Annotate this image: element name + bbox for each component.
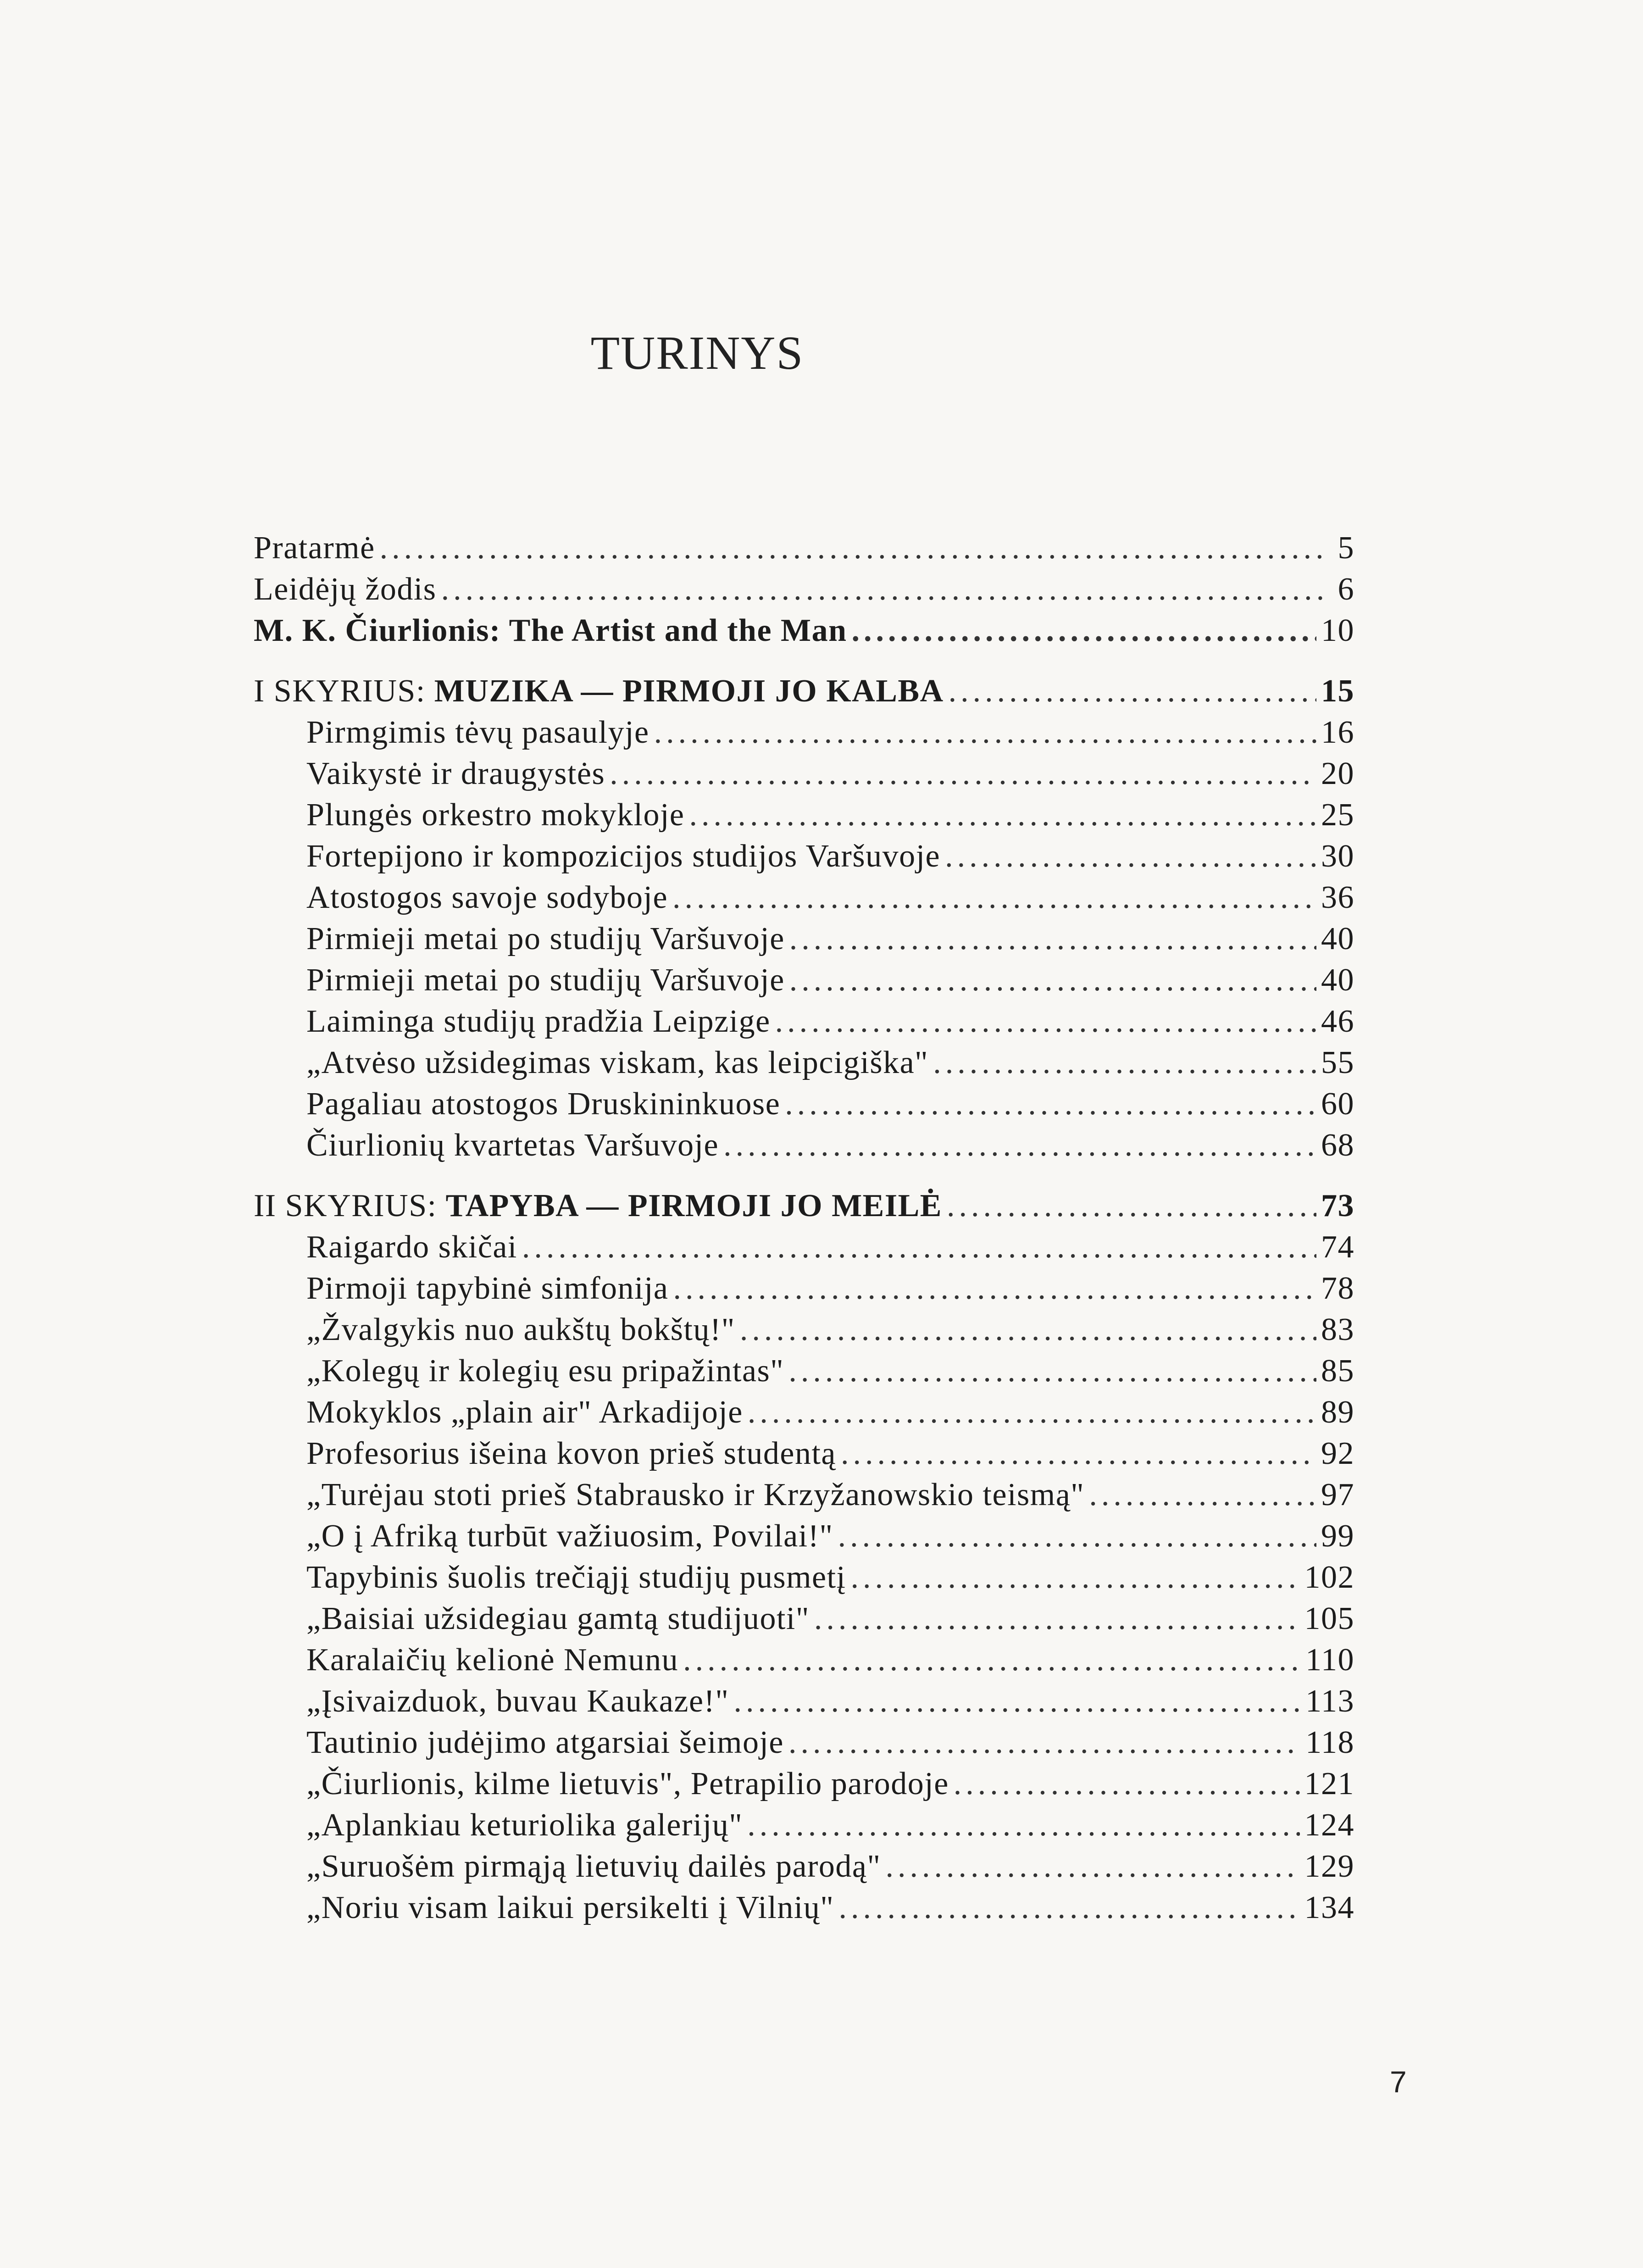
toc-page-number: 129: [1304, 1849, 1354, 1884]
dot-leader: [683, 1640, 1301, 1681]
dot-leader: [654, 712, 1316, 753]
page-number: 7: [1390, 2065, 1407, 2099]
toc-entry-label: Pirmoji tapybinė simfonija: [306, 1271, 669, 1306]
dot-leader: [841, 1433, 1316, 1474]
toc-page-number: 97: [1321, 1477, 1354, 1512]
toc-entry-label: Vaikystė ir draugystės: [306, 756, 605, 791]
toc-page-number: 25: [1321, 797, 1354, 833]
dot-leader: [814, 1598, 1300, 1640]
dot-leader: [748, 1392, 1316, 1433]
dot-leader: [672, 877, 1316, 918]
toc-page-number: 134: [1304, 1890, 1354, 1925]
toc-page-number: 55: [1321, 1045, 1354, 1080]
toc-page-number: 16: [1321, 715, 1354, 750]
dot-leader: [954, 1763, 1300, 1805]
toc-entry-label: Pirmgimis tėvų pasaulyje: [306, 715, 649, 750]
toc-entry-label: Tapybinis šuolis trečiąjį studijų pusmetį: [306, 1560, 846, 1595]
toc-page-number: 83: [1321, 1312, 1354, 1347]
toc-entry-label: Laiminga studijų pradžia Leipzige: [306, 1004, 771, 1039]
toc-page-number: 30: [1321, 839, 1354, 874]
toc-entry-label: „Suruošėm pirmąją lietuvių dailės parodą": [306, 1849, 881, 1884]
toc-entry: [254, 918, 1354, 960]
chapter-prefix: I SKYRIUS:: [254, 673, 434, 709]
toc-page-number: 40: [1321, 962, 1354, 998]
table-of-contents: [254, 528, 1354, 1929]
toc-entry-label: Leidėjų žodis: [254, 572, 437, 607]
chapter-1-entries: [254, 712, 1354, 1166]
toc-page-number: 10: [1321, 613, 1354, 648]
toc-entry-label: „Noriu visam laikui persikelti į Vilnių": [306, 1890, 834, 1925]
toc-chapter-heading-2: [254, 1185, 1354, 1227]
toc-entry-label: Pagaliau atostogos Druskininkuose: [306, 1086, 781, 1122]
toc-page-number: 102: [1304, 1560, 1354, 1595]
dot-leader: [380, 528, 1322, 569]
toc-page-number: 99: [1321, 1518, 1354, 1554]
toc-entry: [254, 1640, 1354, 1681]
toc-entry-label: „Turėjau stoti prieš Stabrausko ir Krzyžanowskio teismą": [306, 1477, 1085, 1512]
dot-leader: [785, 1084, 1316, 1125]
dot-leader: [1089, 1474, 1316, 1516]
toc-entry: [254, 1227, 1354, 1268]
toc-entry: [254, 1001, 1354, 1042]
toc-entry-label: Mokyklos „plain air" Arkadijoje: [306, 1395, 743, 1430]
toc-entry-label: Atostogos savoje sodyboje: [306, 880, 668, 915]
dot-leader: [610, 753, 1316, 795]
toc-entry: [254, 960, 1354, 1001]
toc-page-number: 60: [1321, 1086, 1354, 1122]
toc-entry-label: „Atvėso užsidegimas viskam, kas leipcigiška": [306, 1045, 929, 1080]
toc-entry-label: „Aplankiau keturiolika galerijų": [306, 1807, 743, 1843]
chapter-title: TAPYBA — PIRMOJI JO MEILĖ: [445, 1188, 942, 1223]
toc-entry-label: Pratarmė: [254, 530, 375, 566]
chapter-heading-label: [254, 671, 944, 712]
toc-entry: [254, 1309, 1354, 1351]
toc-page-number: 113: [1305, 1684, 1354, 1719]
toc-entry-label: Fortepijono ir kompozicijos studijos Varšuvoje: [306, 839, 941, 874]
chapter-2-entries: [254, 1227, 1354, 1929]
toc-entry: [254, 1763, 1354, 1805]
toc-chapter-heading-1: [254, 671, 1354, 712]
dot-leader: [949, 671, 1316, 712]
toc-page-number: 15: [1321, 673, 1354, 709]
dot-leader: [838, 1516, 1316, 1557]
toc-entry: [254, 753, 1354, 795]
dot-leader: [441, 569, 1322, 610]
toc-page-number: 118: [1305, 1725, 1354, 1760]
toc-entry-label: Pirmieji metai po studijų Varšuvoje: [306, 921, 785, 956]
toc-page-number: 110: [1305, 1642, 1354, 1678]
dot-leader: [733, 1681, 1301, 1722]
toc-entry-front-preface: [254, 528, 1354, 569]
dot-leader: [747, 1805, 1299, 1846]
dot-leader: [947, 1185, 1316, 1227]
toc-entry: [254, 1805, 1354, 1846]
toc-entry-label: „Čiurlionis, kilme lietuvis", Petrapilio parodoje: [306, 1766, 949, 1801]
toc-entry: [254, 1433, 1354, 1474]
toc-page-number: 74: [1321, 1229, 1354, 1265]
toc-entry: [254, 836, 1354, 877]
dot-leader: [740, 1309, 1316, 1351]
toc-entry: [254, 712, 1354, 753]
dot-leader: [789, 960, 1316, 1001]
toc-page-number: 105: [1304, 1601, 1354, 1636]
toc-entry: [254, 1557, 1354, 1598]
toc-page-number: 73: [1321, 1188, 1354, 1223]
dot-leader: [522, 1227, 1316, 1268]
toc-entry-label: „Žvalgykis nuo aukštų bokštų!": [306, 1312, 735, 1347]
dot-leader: [933, 1042, 1316, 1084]
toc-page-number: 92: [1321, 1436, 1354, 1471]
toc-entry-label: Profesorius išeina kovon prieš studentą: [306, 1436, 836, 1471]
toc-page-number: 5: [1338, 530, 1354, 566]
toc-entry-label: „Baisiai užsidegiau gamtą studijuoti": [306, 1601, 810, 1636]
chapter-prefix: II SKYRIUS:: [254, 1188, 446, 1223]
toc-page-number: 40: [1321, 921, 1354, 956]
dot-leader: [689, 795, 1316, 836]
toc-entry: [254, 1887, 1354, 1929]
dot-leader: [838, 1887, 1299, 1929]
dot-leader: [851, 1557, 1300, 1598]
toc-entry-label: Pirmieji metai po studijų Varšuvoje: [306, 962, 785, 998]
toc-entry: [254, 795, 1354, 836]
chapter-title: MUZIKA — PIRMOJI JO KALBA: [434, 673, 944, 709]
dot-leader: [886, 1846, 1300, 1887]
toc-entry-label: Raigardo skičai: [306, 1229, 517, 1265]
toc-entry-label: Karalaičių kelionė Nemunu: [306, 1642, 679, 1678]
dot-leader: [788, 1351, 1316, 1392]
toc-entry: [254, 1722, 1354, 1763]
toc-page-number: 36: [1321, 880, 1354, 915]
toc-entry-label: Plungės orkestro mokykloje: [306, 797, 685, 833]
toc-entry: [254, 1042, 1354, 1084]
toc-page-number: 68: [1321, 1128, 1354, 1163]
toc-entry: [254, 1084, 1354, 1125]
toc-entry: [254, 1516, 1354, 1557]
toc-entry: [254, 1392, 1354, 1433]
toc-entry: [254, 1474, 1354, 1516]
toc-entry-label: „Kolegų ir kolegių esu pripažintas": [306, 1353, 784, 1389]
toc-entry: [254, 1351, 1354, 1392]
toc-entry: [254, 1598, 1354, 1640]
chapter-heading-label: [254, 1185, 942, 1227]
dot-leader: [789, 918, 1316, 960]
toc-entry-label: M. K. Čiurlionis: The Artist and the Man: [254, 613, 847, 648]
toc-entry-label: Čiurlionių kvartetas Varšuvoje: [306, 1128, 719, 1163]
toc-page-number: 78: [1321, 1271, 1354, 1306]
toc-entry: [254, 1125, 1354, 1166]
toc-entry: [254, 877, 1354, 918]
dot-leader: [775, 1001, 1316, 1042]
dot-leader: [723, 1125, 1316, 1166]
toc-page-number: 20: [1321, 756, 1354, 791]
toc-page-number: 89: [1321, 1395, 1354, 1430]
toc-entry-label: Tautinio judėjimo atgarsiai šeimoje: [306, 1725, 784, 1760]
toc-entry: [254, 1681, 1354, 1722]
dot-leader: [852, 610, 1316, 651]
dot-leader: [945, 836, 1316, 877]
toc-page-number: 124: [1304, 1807, 1354, 1843]
toc-page-number: 85: [1321, 1353, 1354, 1389]
toc-page-number: 6: [1338, 572, 1354, 607]
toc-entry: [254, 1268, 1354, 1309]
dot-leader: [673, 1268, 1316, 1309]
toc-page-number: 121: [1304, 1766, 1354, 1801]
toc-entry: [254, 1846, 1354, 1887]
toc-page-number: 46: [1321, 1004, 1354, 1039]
toc-entry-label: „O į Afriką turbūt važiuosim, Povilai!": [306, 1518, 833, 1554]
toc-entry-front-publishers-word: [254, 569, 1354, 610]
toc-entry-front-english-essay: [254, 610, 1354, 651]
toc-entry-label: „Įsivaizduok, buvau Kaukaze!": [306, 1684, 729, 1719]
dot-leader: [788, 1722, 1301, 1763]
page-title: TURINYS: [590, 326, 804, 379]
